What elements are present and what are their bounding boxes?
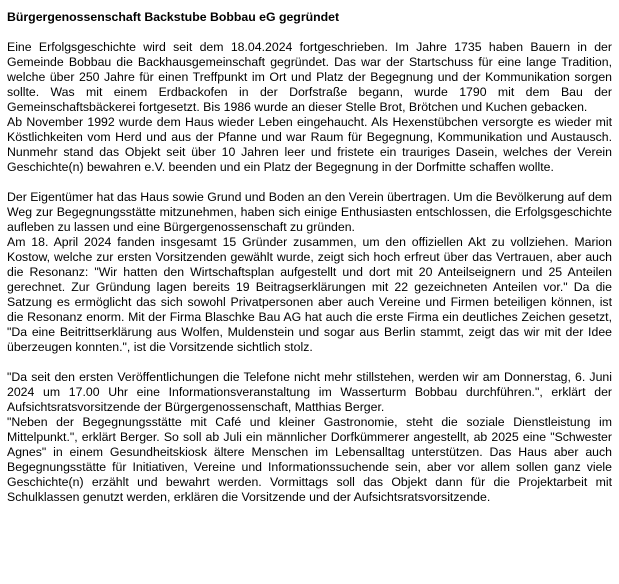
paragraph-hexenstuebchen: Ab November 1992 wurde dem Haus wieder Leben eingehaucht. Als Hexenstübchen versorgte es wieder mit Köstlichkeiten vom Herd und aus der Pfanne und war Raum für Begegnung, Kommunikation und Austausch. Nunmehr stand das Objekt seit über 10 Jahren leer und fristete ein trauriges Dasein, welches der Verein Geschichte(n) bewahren e.V. beenden und ein Platz der Begegnung in der Dorfmitte schaffen wollte. bbox=[7, 115, 612, 174]
paragraph-spacer bbox=[7, 355, 612, 370]
paragraph-spacer bbox=[7, 175, 612, 190]
paragraph-history-intro: Eine Erfolgsgeschichte wird seit dem 18.04.2024 fortgeschrieben. Im Jahre 1735 haben Bauern in der Gemeinde Bobbau die Backhausgemeinschaft gegründet. Das war der Startschuss für eine lange Tradition, welche über 250 Jahre für einen Treffpunkt im Ort und Platz der Begegnung und der Kommunikation sorgen sollte. Was mit einem Erdbackofen in der Dorfstraße begann, wurde 1790 mit dem Bau der Gemeinschaftsbäckerei fortgesetzt. Bis 1986 wurde an dieser Stelle Brot, Brötchen und Kuchen gebacken. bbox=[7, 40, 612, 114]
paragraph-social-services: "Neben der Begegnungsstätte mit Café und kleiner Gastronomie, steht die soziale Dienstleistung im Mittelpunkt.", erklärt Berger. So soll ab Juli ein männlicher Dorfkümmerer angestellt, ab 2025 eine "Schwester Agnes" in einem Gesundheitskiosk ältere Menschen im Lebensalltag unterstützen. Das Haus aber auch Begegnungsstätte für Initiativen, Vereine und Informationssuchende sein, aber vor allem sollen ganz viele Geschichte(n) erzählt und bewahrt werden. Vormittags soll das Objekt dann für die Projektarbeit mit Schulklassen genutzt werden, erklären die Vorsitzende und der Aufsichtsratsvorsitzende. bbox=[7, 415, 612, 504]
document-title: Bürgergenossenschaft Backstube Bobbau eG gegründet bbox=[7, 10, 340, 24]
paragraph-founding: Am 18. April 2024 fanden insgesamt 15 Gründer zusammen, um den offiziellen Akt zu vollziehen. Marion Kostow, welche zur ersten Vorsitzenden gewählt wurde, zeigt sich hoch erfreut über das Vertrauen, aber auch die Resonanz: "Wir hatten den Wirtschaftsplan aufgestellt und dort mit 20 Anteilseignern und 25 Anteilen gerechnet. Zur Gründung lagen bereits 19 Beitragserklärungen mit 22 gezeichneten Anteilen vor." Da die Satzung es ermöglicht das sich sowohl Privatpersonen aber auch Vereine und Firmen beteiligen können, ist die Resonanz enorm. Mit der Firma Blaschke Bau AG hat auch die erste Firma ein deutliches Zeichen gesetzt, "Da eine Beitrittserklärung aus Wolfen, Muldenstein und sogar aus Berlin stammt, zeigt das wir mit der Idee überzeugen konnten.", ist die Vorsitzende sichtlich stolz. bbox=[7, 235, 612, 354]
paragraph-info-event: "Da seit den ersten Veröffentlichungen die Telefone nicht mehr stillstehen, werden wir am Donnerstag, 6. Juni 2024 um 17.00 Uhr eine Informationsveranstaltung im Wasserturm Bobbau durchführen.", erklärt der Aufsichtsratsvorsitzende der Bürgergenossenschaft, Matthias Berger. bbox=[7, 370, 612, 414]
paragraph-transfer: Der Eigentümer hat das Haus sowie Grund und Boden an den Verein übertragen. Um die Bevölkerung auf dem Weg zur Begegnungsstätte mitzunehmen, haben sich einige Enthusiasten entschlossen, die Erfolgsgeschichte aufleben zu lassen und eine Bürgergenossenschaft zu gründen. bbox=[7, 190, 612, 234]
